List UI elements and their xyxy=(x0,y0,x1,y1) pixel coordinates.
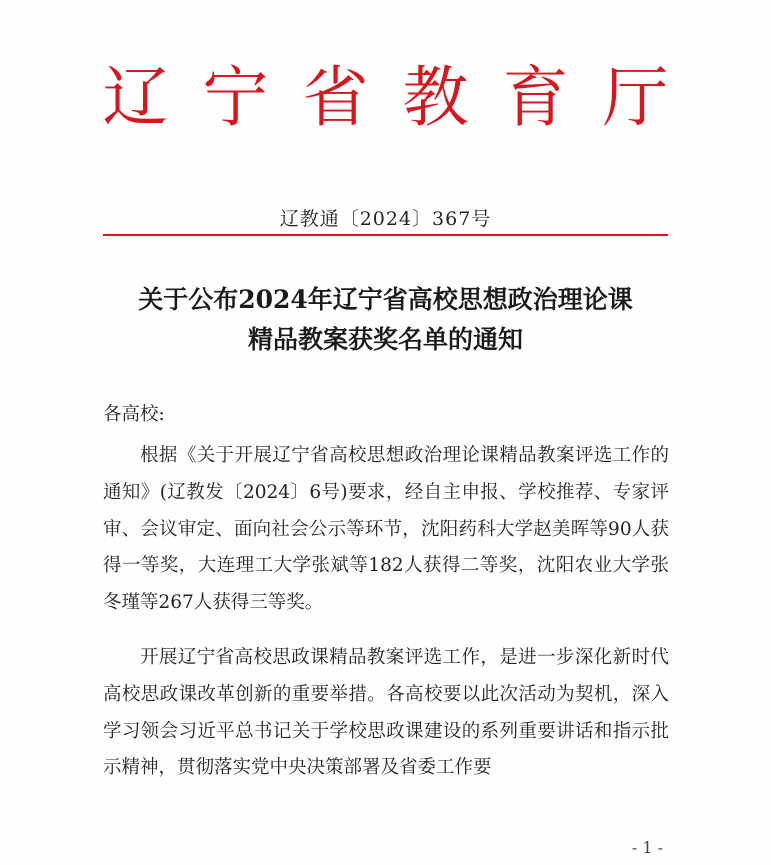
page-number: - 1 - xyxy=(631,838,663,857)
salutation: 各高校: xyxy=(103,404,165,425)
document-number: 辽教通〔2024〕367号 xyxy=(279,208,492,230)
body-paragraph: 根据《关于开展辽宁省高校思想政治理论课精品教案评选工作的通知》(辽教发〔2024〕6号)要求，经自主申报、学校推荐、专家评审、会议审定、面向社会公示等环节，沈阳药科大学赵美晖等90人获得一等奖，大连理工大学张斌等182人获得二等奖，沈阳农业大学张冬瑾等267人获得三等奖。 xyxy=(103,445,669,614)
body-paragraph: 开展辽宁省高校思政课精品教案评选工作，是进一步深化新时代高校思政课改革创新的重要举措。各高校要以此次活动为契机，深入学习领会习近平总书记关于学校思政课建设的系列重要讲话和指示批示精神，贯彻落实党中央决策部署及省委工作要 xyxy=(103,647,669,779)
document-title-line-2: 精品教案获奖名单的通知 xyxy=(247,325,523,354)
red-separator-line xyxy=(103,234,668,236)
document-title xyxy=(60,280,711,360)
document-title-line-1: 关于公布2024年辽宁省高校思想政治理论课 xyxy=(138,285,633,314)
issuing-organization-header: 辽宁省教育厅 xyxy=(102,59,703,136)
